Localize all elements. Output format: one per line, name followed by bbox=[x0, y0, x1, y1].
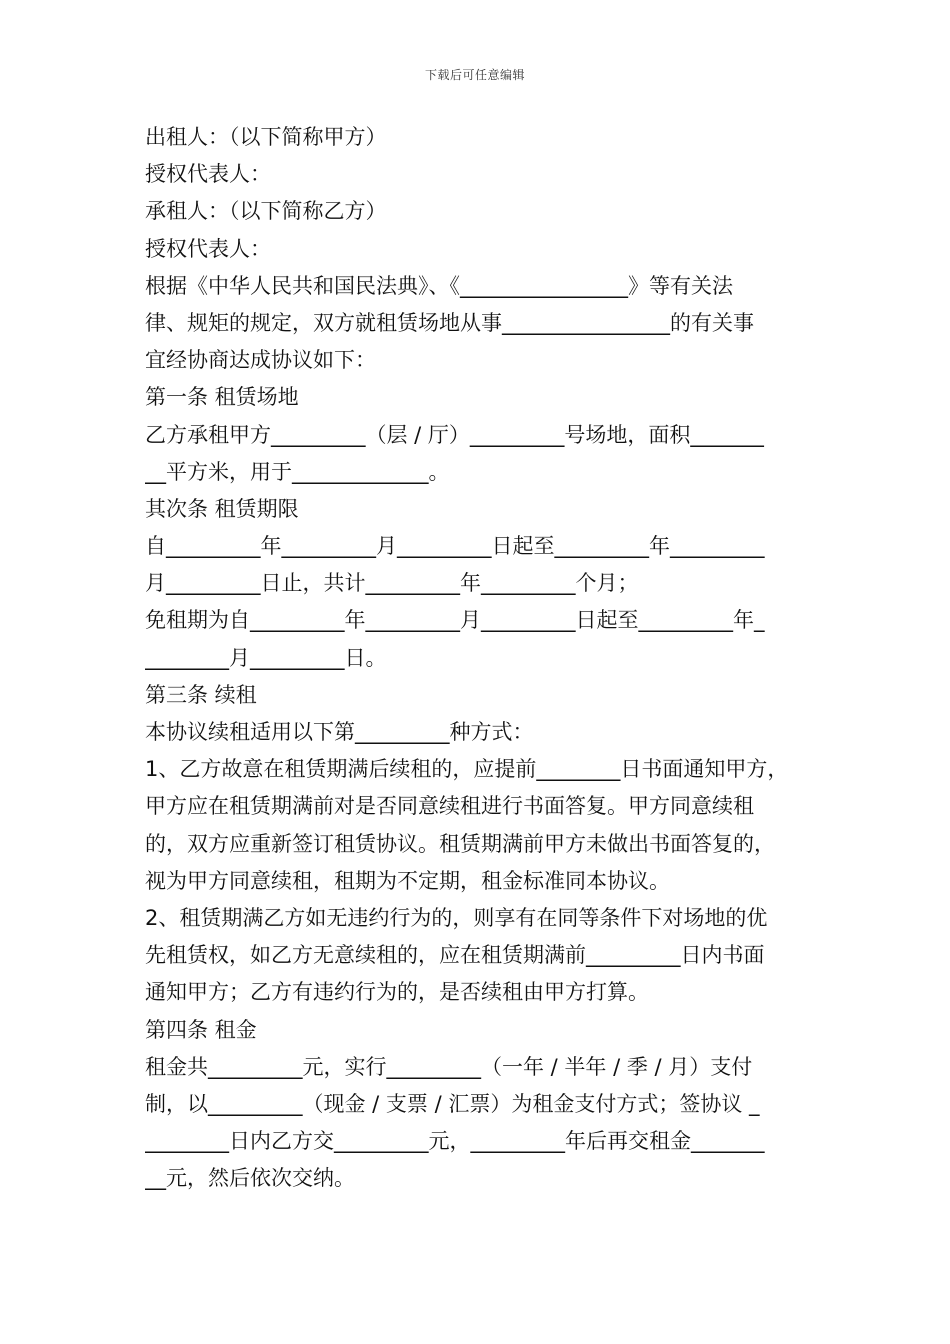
article-3-clause-1-line-2: 甲方应在租赁期满前对是否同意续租进行书面答复。甲方同意续租 bbox=[145, 794, 754, 819]
article-3-clause-1-line-3: 的，双方应重新签订租赁协议。租赁期满前甲方未做出书面答复的， bbox=[145, 831, 775, 856]
article-3-clause-2-line-3: 通知甲方；乙方有违约行为的，是否续租由甲方打算。 bbox=[145, 980, 649, 1005]
article-4-line-3: ________日内乙方交_________元，_________年后再交租金_______ bbox=[145, 1129, 765, 1154]
article-3-clause-1-line-4: 视为甲方同意续租，租期为不定期，租金标准同本协议。 bbox=[145, 868, 670, 893]
article-4-line-4: __元，然后依次交纳。 bbox=[145, 1166, 355, 1191]
preamble-line-2: 律、规矩的规定，双方就租赁场地从事________________的有关事 bbox=[145, 310, 754, 335]
article-4-heading: 第四条 租金 bbox=[145, 1017, 257, 1042]
article-2-line-1: 自_________年_________月_________日起至_________年_________ bbox=[145, 534, 765, 559]
article-2-line-2: 月_________日止，共计_________年_________个月； bbox=[145, 571, 639, 596]
article-3-clause-2-line-1: 2、租赁期满乙方如无违约行为的，则享有在同等条件下对场地的优 bbox=[145, 905, 768, 930]
preamble-line-1: 根据《中华人民共和国民法典》、《________________》等有关法 bbox=[145, 273, 733, 298]
article-3-line-1: 本协议续租适用以下第_________种方式： bbox=[145, 720, 534, 744]
party-lessor-line: 出租人：（以下简称甲方） bbox=[145, 125, 387, 149]
article-2-line-3: 免租期为自_________年_________月_________日起至_________年_ bbox=[145, 608, 765, 633]
article-3-heading: 第三条 续租 bbox=[145, 682, 257, 707]
lessor-representative-line: 授权代表人： bbox=[145, 162, 271, 187]
article-1-line-2: __平方米，用于_____________。 bbox=[145, 459, 450, 484]
article-4-line-2: 制，以_________（现金 / 支票 / 汇票）为租金支付方式；签协议 _ bbox=[145, 1091, 760, 1116]
document-body bbox=[145, 119, 825, 1197]
lessee-representative-line: 授权代表人： bbox=[145, 236, 271, 261]
article-1-heading: 第一条 租赁场地 bbox=[145, 385, 299, 410]
article-1-line-1: 乙方承租甲方_________（层 / 厅）_________号场地，面积_______ bbox=[145, 422, 764, 447]
article-3-clause-2-line-2: 先租赁权，如乙方无意续租的，应在租赁期满前_________日内书面 bbox=[145, 943, 765, 968]
party-lessee-line: 承租人：（以下简称乙方） bbox=[145, 199, 387, 224]
preamble-line-3: 宜经协商达成协议如下： bbox=[145, 348, 376, 373]
page-header: 下载后可任意编辑 bbox=[424, 68, 525, 82]
article-2-heading: 其次条 租赁期限 bbox=[145, 496, 299, 521]
article-3-clause-1-line-1: 1、乙方故意在租赁期满后续租的，应提前________日书面通知甲方， bbox=[145, 757, 789, 782]
article-2-line-4: ________月_________日。 bbox=[145, 645, 387, 670]
article-4-line-1: 租金共_________元，实行_________（一年 / 半年 / 季 / 月）支付 bbox=[145, 1054, 753, 1079]
